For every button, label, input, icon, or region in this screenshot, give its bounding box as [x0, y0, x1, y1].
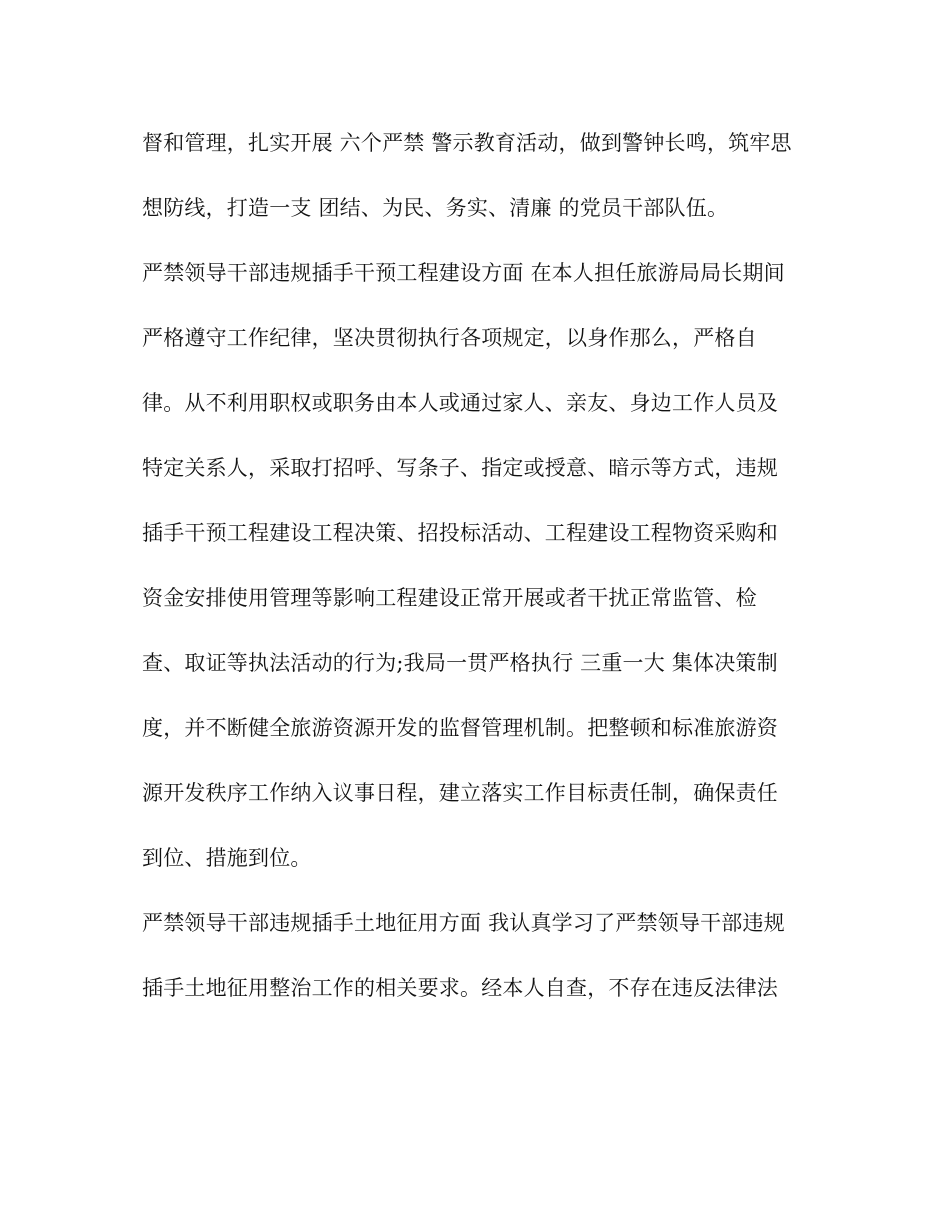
text-line: 律。从不利用职权或职务由本人或通过家人、亲友、身边工作人员及 [142, 391, 778, 415]
text-line: 严禁领导干部违规插手土地征用方面 我认真学习了严禁领导干部违规 [142, 911, 785, 935]
text-line: 资金安排使用管理等影响工程建设正常开展或者干扰正常监管、检 [142, 586, 757, 610]
text-line: 想防线，打造一支 团结、为民、务实、清廉 的党员干部队伍。 [142, 196, 729, 220]
text-line: 到位、措施到位。 [142, 846, 312, 870]
body-text [142, 118, 812, 1028]
text-line: 插手干预工程建设工程决策、招投标活动、工程建设工程物资采购和 [142, 521, 778, 545]
text-line: 特定关系人，采取打招呼、写条子、指定或授意、暗示等方式，违规 [142, 456, 778, 480]
text-line: 插手土地征用整治工作的相关要求。经本人自查，不存在违反法律法 [142, 976, 778, 1000]
text-line: 源开发秩序工作纳入议事日程，建立落实工作目标责任制，确保责任 [142, 781, 778, 805]
text-line: 严禁领导干部违规插手干预工程建设方面 在本人担任旅游局局长期间 [142, 261, 785, 285]
text-line: 查、取证等执法活动的行为;我局一贯严格执行 三重一大 集体决策制 [142, 651, 778, 675]
text-line: 度，并不断健全旅游资源开发的监督管理机制。把整顿和标准旅游资 [142, 716, 778, 740]
text-line: 督和管理，扎实开展 六个严禁 警示教育活动，做到警钟长鸣，筑牢思 [142, 131, 792, 155]
text-line: 严格遵守工作纪律，坚决贯彻执行各项规定，以身作那么，严格自 [142, 326, 757, 350]
